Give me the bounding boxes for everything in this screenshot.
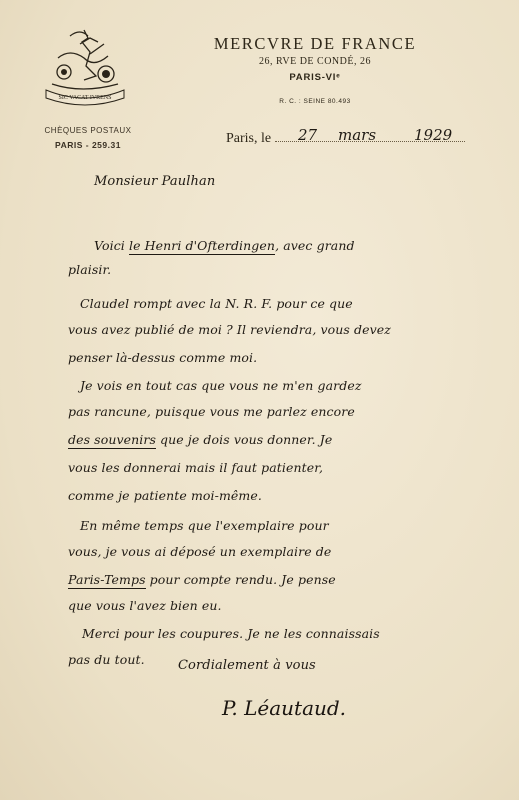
cheques-postaux-block bbox=[38, 124, 138, 152]
letter-line bbox=[68, 488, 262, 503]
cheques-number: PARIS - 259.31 bbox=[55, 140, 121, 150]
registry-number: R. C. : SEINE 80.493 bbox=[279, 98, 351, 105]
letterhead bbox=[180, 34, 450, 105]
line-text: Merci pour les coupures. Je ne les connaissais bbox=[82, 626, 380, 641]
letter-line bbox=[68, 350, 257, 365]
letter-line bbox=[80, 518, 329, 533]
line-text: Je vois en tout cas que vous ne m'en gardez bbox=[80, 378, 362, 393]
line-text: , avec grand bbox=[275, 238, 355, 253]
letter-line bbox=[68, 460, 323, 475]
line-text: Voici bbox=[94, 238, 129, 253]
line-text: vous avez publié de moi ? Il reviendra, vous devez bbox=[68, 322, 391, 337]
letter-line bbox=[68, 544, 331, 559]
letter-line bbox=[68, 598, 222, 613]
underlined-text: des souvenirs bbox=[68, 432, 156, 447]
line-text: vous les donnerai mais il faut patienter, bbox=[68, 460, 324, 475]
line-text: comme je patiente moi-même. bbox=[68, 488, 262, 503]
signature: P. Léautaud. bbox=[222, 696, 347, 720]
underlined-text: le Henri d'Ofterdingen bbox=[128, 238, 276, 253]
line-text: pas rancune, puisque vous me parlez encore bbox=[68, 404, 355, 419]
letter-line bbox=[82, 626, 380, 641]
line-text: En même temps que l'exemplaire pour bbox=[80, 518, 329, 533]
date-year: 1929 bbox=[414, 126, 453, 144]
letter-line bbox=[94, 238, 355, 253]
logo-motto: SIC VACAT IVRENS bbox=[58, 95, 112, 101]
line-text: penser là-dessus comme moi. bbox=[68, 350, 258, 365]
letter-line bbox=[80, 378, 362, 393]
publisher-city: PARIS-VIᵉ bbox=[289, 72, 341, 83]
closing: Cordialement à vous bbox=[178, 658, 316, 673]
underlined-text: Paris-Temps bbox=[68, 572, 146, 587]
publisher-name: MERCVRE DE FRANCE bbox=[213, 34, 417, 53]
letter-line bbox=[68, 322, 391, 337]
date-month: mars bbox=[338, 126, 377, 144]
line-text: que vous l'avez bien eu. bbox=[68, 598, 222, 613]
letter-line bbox=[68, 262, 111, 277]
letter-line bbox=[68, 572, 336, 587]
publisher-address: 26, RVE DE CONDÉ, 26 bbox=[259, 56, 371, 67]
mercury-emblem-icon bbox=[40, 24, 130, 110]
line-text: vous, je vous ai déposé un exemplaire de bbox=[68, 544, 332, 559]
line-text: plaisir. bbox=[68, 262, 112, 277]
line-text: pour compte rendu. Je pense bbox=[145, 572, 336, 587]
letter-line bbox=[68, 432, 332, 447]
cheques-label: CHÈQUES POSTAUX bbox=[44, 126, 132, 135]
letter-line bbox=[80, 296, 353, 311]
salutation: Monsieur Paulhan bbox=[94, 174, 216, 189]
letter-line bbox=[68, 652, 145, 667]
date-prefix: Paris, le bbox=[226, 131, 272, 146]
date-day: 27 bbox=[298, 126, 318, 144]
line-text: que je dois vous donner. Je bbox=[155, 432, 333, 447]
letter-line bbox=[68, 404, 355, 419]
line-text: pas du tout. bbox=[68, 652, 145, 667]
line-text: Claudel rompt avec la N. R. F. pour ce que bbox=[80, 296, 353, 311]
